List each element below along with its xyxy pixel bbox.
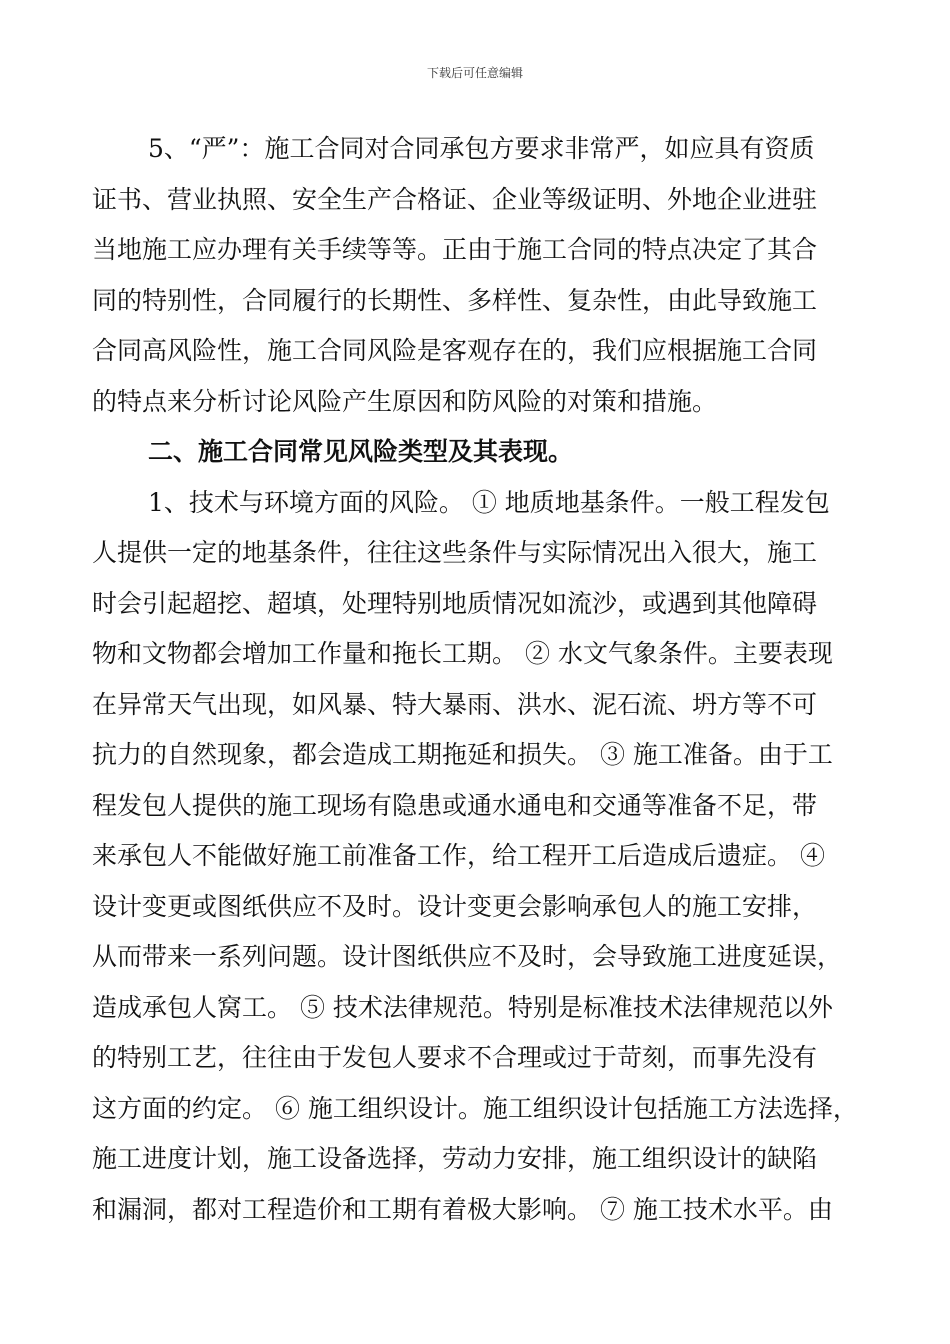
text-line: 1、技术与环境方面的风险。 ① 地质地基条件。一般工程发包 — [148, 488, 830, 517]
text-line: 和漏洞，都对工程造价和工期有着极大影响。 ⑦ 施工技术水平。由 — [92, 1195, 833, 1224]
text-line: 造成承包人窝工。 ⑤ 技术法律规范。特别是标准技术法律规范以外 — [92, 993, 833, 1022]
text-line: 这方面的约定。 ⑥ 施工组织设计。施工组织设计包括施工方法选择， — [92, 1094, 858, 1123]
text-line: 同的特别性，合同履行的长期性、多样性、复杂性，由此导致施工 — [92, 286, 818, 315]
text-line: 的特点来分析讨论风险产生原因和防风险的对策和措施。 — [92, 387, 718, 416]
text-line: 人提供一定的地基条件，往往这些条件与实际情况出入很大，施工 — [92, 538, 818, 567]
text-line: 的特别工艺，往往由于发包人要求不合理或过于苛刻，而事先没有 — [92, 1043, 818, 1072]
page-header-note: 下载后可任意编辑 — [426, 66, 523, 80]
text-line: 时会引起超挖、超填，处理特别地质情况如流沙，或遇到其他障碍 — [92, 589, 818, 618]
text-line: 合同高风险性，施工合同风险是客观存在的，我们应根据施工合同 — [92, 336, 818, 365]
text-line: 来承包人不能做好施工前准备工作，给工程开工后造成后遗症。 ④ — [92, 841, 825, 870]
text-line: 从而带来一系列问题。设计图纸供应不及时，会导致施工进度延误， — [92, 942, 843, 971]
text-line: 物和文物都会增加工作量和拖长工期。 ② 水文气象条件。主要表现 — [92, 639, 833, 668]
text-line: 抗力的自然现象，都会造成工期拖延和损失。 ③ 施工准备。由于工 — [92, 740, 833, 769]
text-line: 当地施工应办理有关手续等等。正由于施工合同的特点决定了其合 — [92, 235, 818, 264]
text-line: 证书、营业执照、安全生产合格证、企业等级证明、外地企业进驻 — [92, 185, 818, 214]
text-line: 施工进度计划，施工设备选择，劳动力安排，施工组织设计的缺陷 — [92, 1144, 818, 1173]
text-line: 程发包人提供的施工现场有隐患或通水通电和交通等准备不足，带 — [92, 791, 818, 820]
text-line: 5、“严”：施工合同对合同承包方要求非常严，如应具有资质 — [148, 134, 815, 163]
text-line: 设计变更或图纸供应不及时。设计变更会影响承包人的施工安排， — [92, 892, 818, 921]
section-heading: 二、施工合同常见风险类型及其表现。 — [148, 437, 574, 466]
text-line: 在异常天气出现，如风暴、特大暴雨、洪水、泥石流、坍方等不可 — [92, 690, 818, 719]
